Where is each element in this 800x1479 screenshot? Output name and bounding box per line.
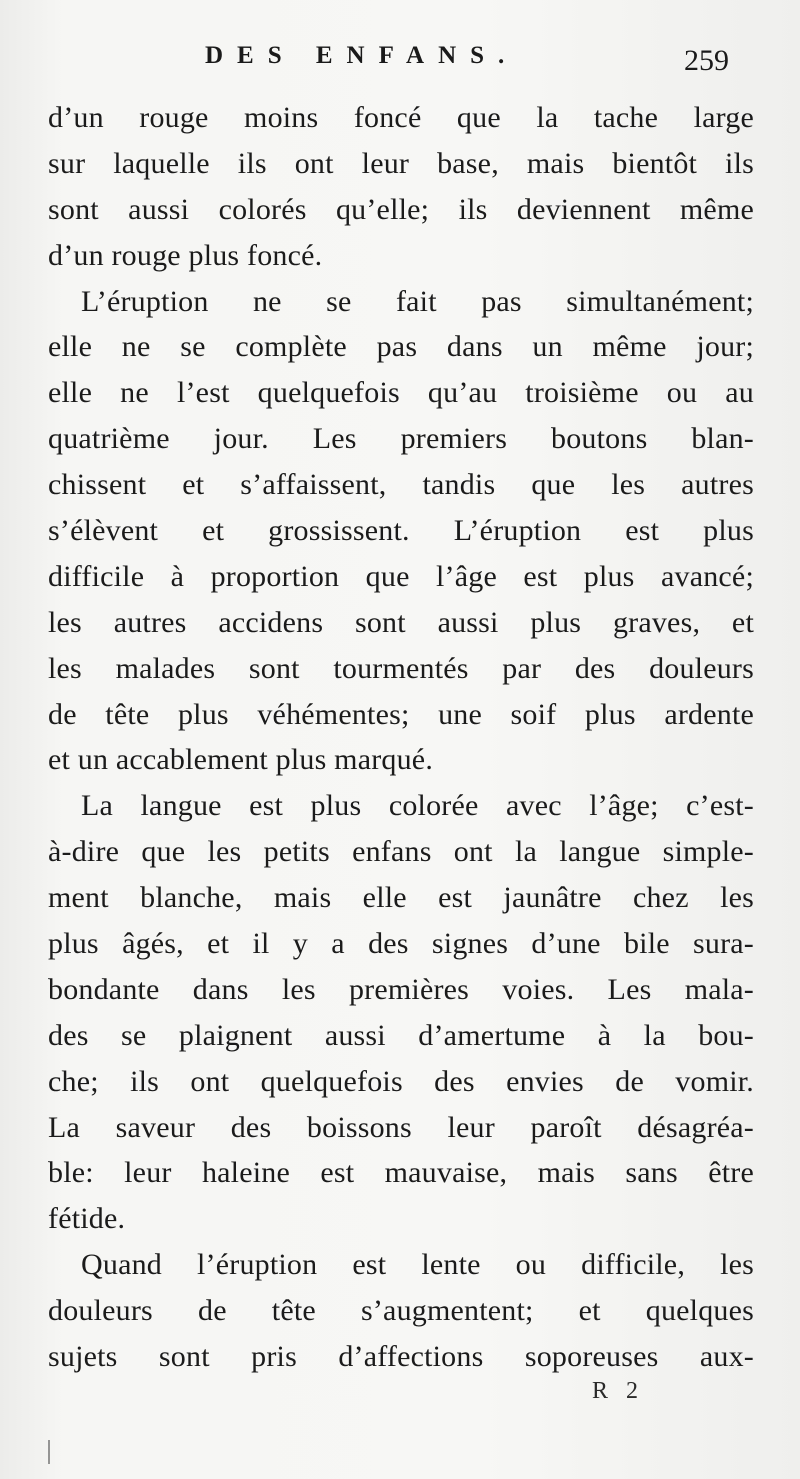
text-line: L’éruption ne se fait pas simultanément;	[81, 284, 754, 318]
body-text	[48, 95, 754, 1380]
signature-mark: R 2	[592, 1378, 645, 1404]
text-line: s’élèvent et grossissent. L’éruption est plus	[48, 514, 754, 548]
text-line: bondante dans les premières voies. Les mala-	[48, 972, 754, 1006]
text-line: les malades sont tourmentés par des douleurs	[48, 651, 754, 685]
text-line: elle ne se complète pas dans un même jour;	[48, 330, 754, 364]
text-line: difficile à proportion que l’âge est plus avancé;	[48, 559, 754, 593]
text-line: ble: leur haleine est mauvaise, mais sans être	[48, 1156, 754, 1190]
text-line: ment blanche, mais elle est jaunâtre chez les	[48, 881, 754, 915]
text-line: plus âgés, et il y a des signes d’une bile sura-	[48, 927, 754, 961]
text-line: quatrième jour. Les premiers boutons blan-	[48, 422, 754, 456]
text-line: d’un rouge plus foncé.	[48, 238, 323, 272]
text-line: à-dire que les petits enfans ont la langue simple-	[48, 835, 754, 869]
text-line: sont aussi colorés qu’elle; ils deviennent même	[48, 192, 754, 226]
margin-mark	[48, 1440, 50, 1464]
page-header	[0, 42, 800, 82]
running-head: DES ENFANS.	[205, 42, 519, 69]
text-line: La saveur des boissons leur paroît désagréa-	[48, 1110, 754, 1144]
text-line: chissent et s’affaissent, tandis que les autres	[48, 468, 754, 502]
text-line: les autres accidens sont aussi plus graves, et	[48, 605, 754, 639]
text-line: che; ils ont quelquefois des envies de vomir.	[48, 1064, 754, 1098]
text-line: La langue est plus colorée avec l’âge; c’est-	[81, 789, 754, 823]
text-line: sujets sont pris d’affections soporeuses aux-	[48, 1340, 754, 1374]
text-line: fétide.	[48, 1202, 126, 1236]
text-line: et un accablement plus marqué.	[48, 743, 434, 777]
text-line: des se plaignent aussi d’amertume à la bou-	[48, 1018, 754, 1052]
text-line: Quand l’éruption est lente ou difficile, les	[81, 1248, 754, 1282]
text-line: sur laquelle ils ont leur base, mais bientôt ils	[48, 146, 754, 180]
page-number: 259	[684, 44, 729, 77]
text-line: douleurs de tête s’augmentent; et quelques	[48, 1294, 754, 1328]
text-line: de tête plus véhémentes; une soif plus ardente	[48, 697, 754, 731]
text-line: elle ne l’est quelquefois qu’au troisième ou au	[48, 376, 754, 410]
text-line: d’un rouge moins foncé que la tache large	[48, 101, 754, 134]
